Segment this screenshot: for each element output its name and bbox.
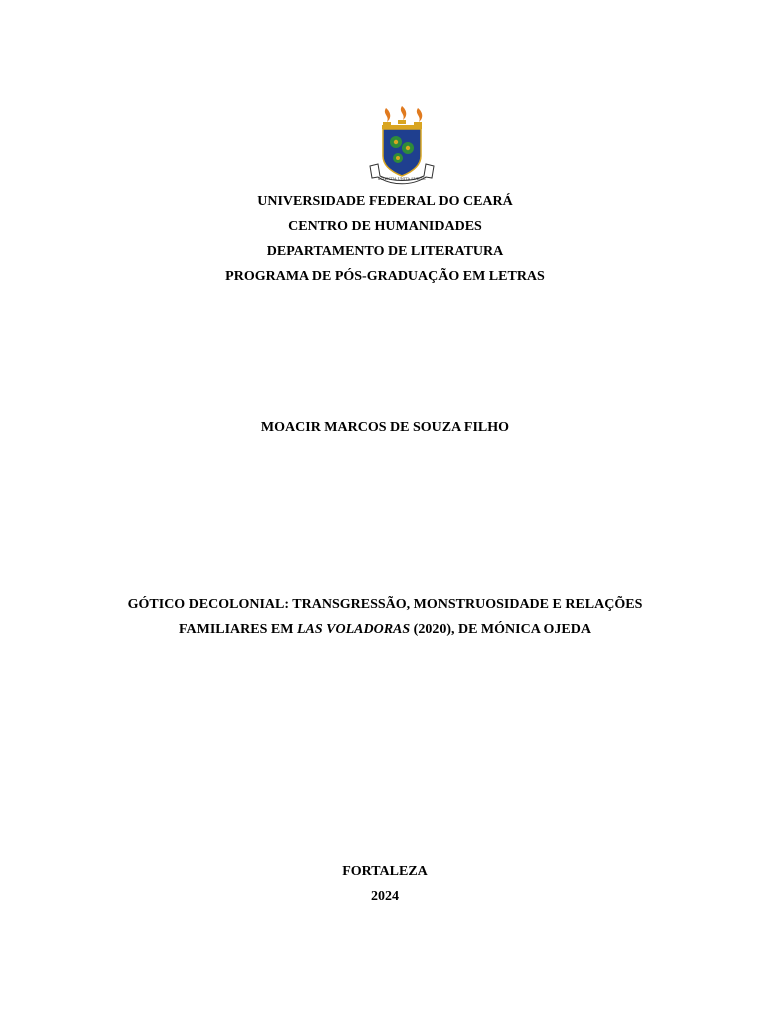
thesis-title-line-1: GÓTICO DECOLONIAL: TRANSGRESSÃO, MONSTRUOSIDADE E RELAÇÕES — [127, 597, 643, 612]
thesis-title-italic: LAS VOLADORAS — [296, 622, 411, 637]
torch-right-icon — [414, 108, 422, 126]
city: FORTALEZA — [342, 864, 428, 879]
program-name: PROGRAMA DE PÓS-GRADUAÇÃO EM LETRAS — [225, 269, 545, 284]
thesis-title-suffix: (2020), DE MÓNICA OJEDA — [410, 622, 591, 637]
torch-left-icon — [383, 108, 391, 126]
university-name: UNIVERSIDADE FEDERAL DO CEARÁ — [257, 194, 513, 209]
author-name: MOACIR MARCOS DE SOUZA FILHO — [260, 420, 510, 435]
center-name: CENTRO DE HUMANIDADES — [288, 219, 482, 234]
torch-center-icon — [398, 106, 406, 124]
seal-motto: SCIENTIA UNITA SURGIT — [377, 177, 427, 181]
department-name: DEPARTAMENTO DE LITERATURA — [266, 244, 504, 259]
thesis-title-line-2 — [0, 621, 770, 639]
year: 2024 — [371, 889, 399, 904]
thesis-title-prefix: FAMILIARES EM — [178, 622, 297, 637]
university-crest-icon — [366, 104, 438, 190]
